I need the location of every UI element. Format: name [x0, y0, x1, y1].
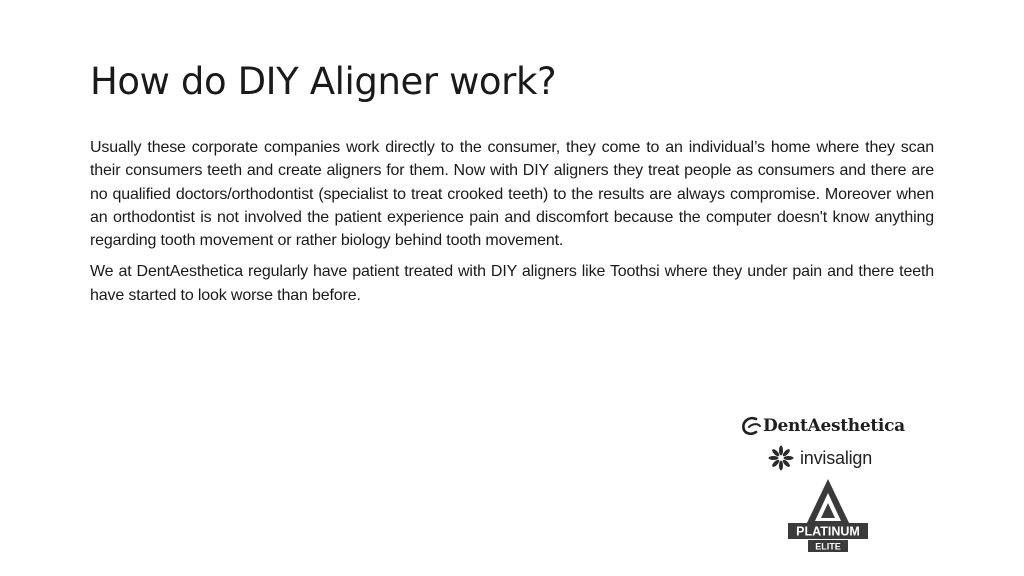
slide-title: How do DIY Aligner work? [90, 60, 557, 103]
logo-block [740, 415, 916, 560]
star-logo-icon [768, 445, 794, 471]
badge-line-1: PLATINUM [796, 524, 860, 539]
brand-name: DentAesthetica [763, 416, 905, 436]
platinum-elite-badge [786, 477, 870, 555]
body-paragraph-1: Usually these corporate companies work directly to the consumer, they come to an individual’s home where they scan their consumers teeth and create aligners for them. Now with DIY aligners they treat people as consumers and there are no qualified doctors/orthodontist (specialist to treat crooked teeth) to the results are always compromise. Moreover when an orthodontist is not involved the patient experience pain and discomfort because the computer doesn't know anything regarding tooth movement or rather biology behind tooth movement. [90, 139, 934, 250]
slide-body [90, 136, 934, 315]
partner-name: invisalign [800, 447, 873, 468]
dentaesthetica-logo [740, 415, 905, 437]
swoosh-logo-icon [740, 415, 762, 437]
invisalign-logo [768, 445, 872, 471]
badge-line-2: ELITE [815, 541, 841, 552]
body-paragraph-2: We at DentAesthetica regularly have patient treated with DIY aligners like Toothsi where they under pain and there teeth have started to look worse than before. [90, 263, 934, 304]
triangle-badge-icon [806, 479, 850, 525]
